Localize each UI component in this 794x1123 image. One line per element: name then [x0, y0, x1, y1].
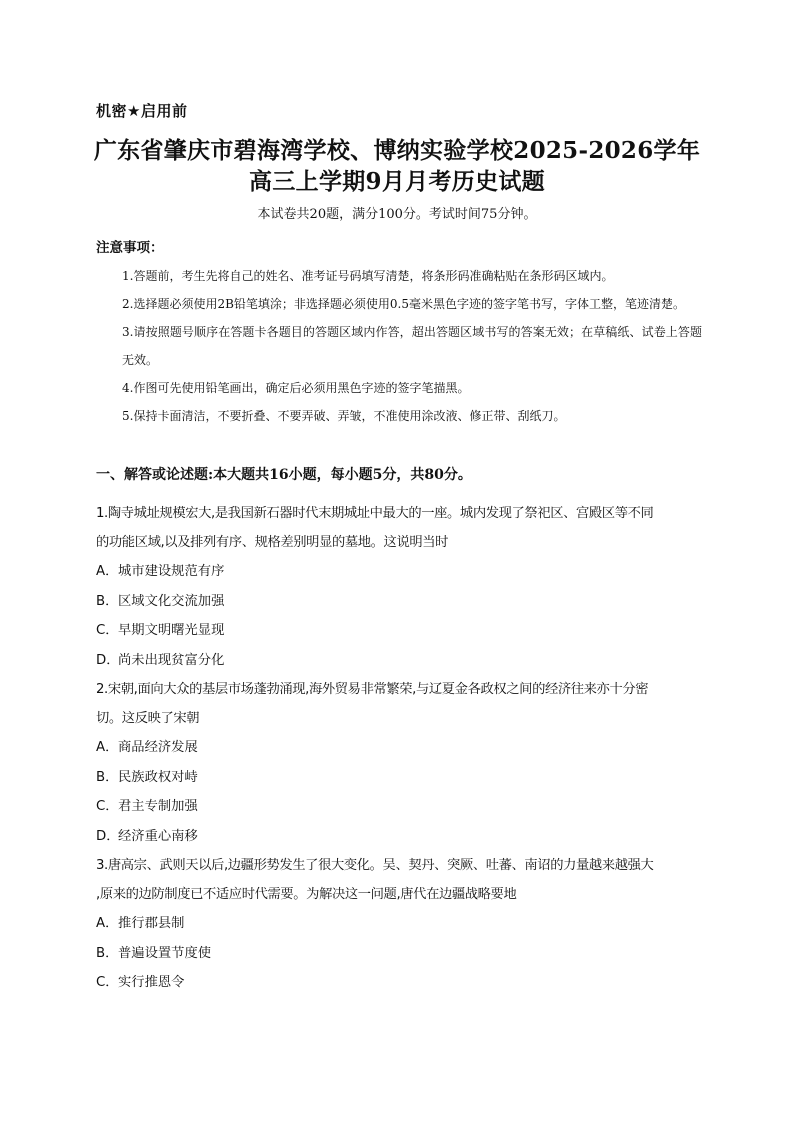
option-text: 商品经济发展: [118, 740, 198, 755]
notice-item: 5.保持卡面清洁，不要折叠、不要弄破、弄皱，不准使用涂改液、修正带、刮纸刀。: [122, 409, 566, 423]
option-a: [96, 557, 700, 587]
option-letter: C．: [96, 623, 119, 638]
notice-item: 4.作图可先使用铅笔画出，确定后必须用黑色字迹的签字笔描黑。: [122, 381, 470, 395]
option-letter: A．: [96, 740, 119, 755]
page-title-line1: 广东省肇庆市碧海湾学校、博纳实验学校2025-2026学年: [93, 137, 701, 164]
option-text: 推行郡县制: [118, 916, 185, 931]
option-letter: D．: [96, 828, 120, 844]
notice-item: 3.请按照题号顺序在答题卡各题目的答题区域内作答，超出答题区域书写的答案无效；在草稿纸、试卷上答题无效。: [122, 325, 702, 367]
option-b: [96, 939, 700, 969]
option-text: 民族政权对峙: [118, 769, 198, 785]
question-list: [96, 499, 700, 998]
option-d: [96, 822, 700, 852]
option-letter: B．: [96, 593, 119, 609]
option-c: [96, 968, 700, 998]
option-text: 君主专制加强: [118, 799, 198, 814]
option-letter: C．: [96, 799, 119, 814]
option-c: [96, 792, 700, 822]
question-1: [96, 499, 700, 675]
option-letter: A．: [96, 916, 119, 931]
option-text: 普遍设置节度使: [118, 945, 212, 961]
section-title: 一、解答或论述题:本大题共16小题，每小题5分，共80分。: [96, 467, 472, 483]
option-letter: A．: [96, 564, 119, 579]
question-stem: 3.唐高宗、武则天以后,边疆形势发生了很大变化。吴、契丹、突厥、吐蕃、南诏的力量越来越强大: [96, 858, 654, 873]
option-text: 尚未出现贫富分化: [118, 652, 225, 668]
notice-list: [122, 262, 702, 430]
option-letter: D．: [96, 652, 120, 668]
option-letter: C．: [96, 975, 119, 990]
question-stem: ,原来的边防制度已不适应时代需要。为解决这一问题,唐代在边疆战略要地: [96, 887, 517, 902]
question-stem: 的功能区域,以及排列有序、规格差别明显的墓地。这说明当时: [96, 535, 449, 550]
notice-item: 1.答题前，考生先将自己的姓名、准考证号码填写清楚，将条形码准确粘贴在条形码区域内。: [122, 269, 614, 283]
exam-info: 本试卷共20题，满分100分。考试时间75分钟。: [257, 207, 537, 222]
option-d: [96, 646, 700, 676]
question-stem: 1.陶寺城址规模宏大,是我国新石器时代末期城址中最大的一座。城内发现了祭祀区、宫殿区等不同: [96, 506, 654, 521]
option-c: [96, 616, 700, 646]
page-title-line2: 高三上学期9月月考历史试题: [249, 168, 545, 195]
question-stem: 2.宋朝,面向大众的基层市场蓬勃涌现,海外贸易非常繁荣,与辽夏金各政权之间的经济往来亦十分密: [96, 682, 649, 697]
confidential-label: 机密★启用前: [96, 102, 188, 120]
notice-item: 2.选择题必须使用2B铅笔填涂；非选择题必须使用0.5毫米黑色字迹的签字笔书写，字体工整，笔迹清楚。: [122, 297, 685, 311]
option-text: 经济重心南移: [118, 828, 198, 844]
option-letter: B．: [96, 945, 119, 961]
notice-heading: 注意事项：: [96, 240, 164, 256]
option-a: [96, 909, 700, 939]
option-text: 区域文化交流加强: [118, 593, 225, 609]
question-3: [96, 851, 700, 998]
option-a: [96, 733, 700, 763]
option-text: 实行推恩令: [118, 975, 185, 990]
option-text: 早期文明曙光显现: [118, 623, 225, 638]
option-text: 城市建设规范有序: [118, 564, 225, 579]
option-b: [96, 587, 700, 617]
question-stem: 切。这反映了宋朝: [96, 711, 200, 726]
option-letter: B．: [96, 769, 119, 785]
option-b: [96, 763, 700, 793]
question-2: [96, 675, 700, 851]
